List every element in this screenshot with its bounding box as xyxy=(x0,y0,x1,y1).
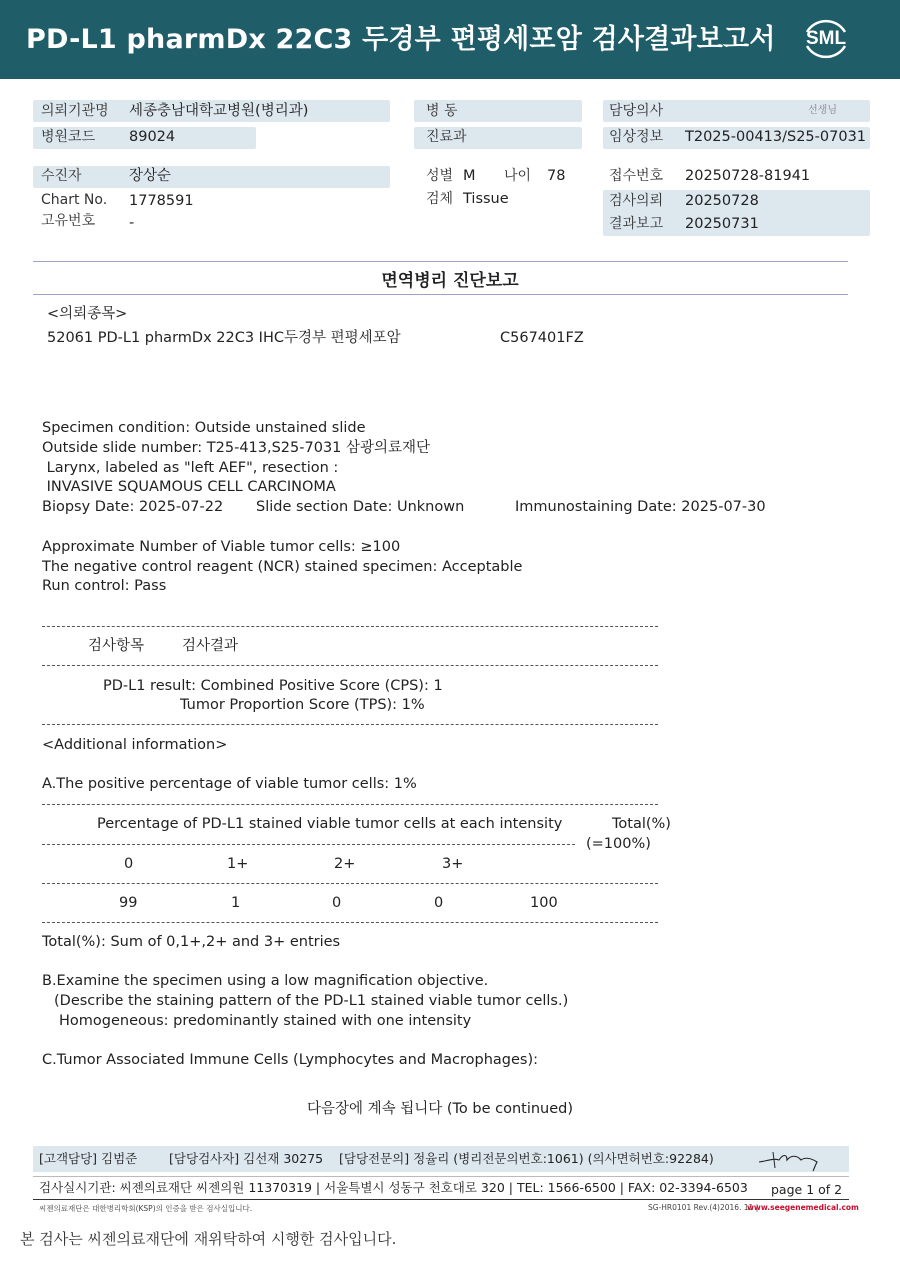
institution-label: 의뢰기관명 xyxy=(41,103,109,119)
clinical-value: T2025-00413/S25-07031 xyxy=(685,129,867,145)
ncr-result: The negative control reagent (NCR) stained specimen: Acceptable xyxy=(42,559,523,575)
order-code: C567401FZ xyxy=(500,330,584,346)
certification-note: 씨젠의료재단은 대한병리학회(KSP)의 인증을 받은 검사실입니다. xyxy=(39,1204,253,1213)
report-header xyxy=(0,0,900,79)
result-label: 결과보고 xyxy=(609,216,664,232)
section-c: C.Tumor Associated Immune Cells (Lymphocytes and Macrophages): xyxy=(42,1052,539,1068)
intensity-value: 99 xyxy=(119,895,138,911)
footer-rule-dark xyxy=(33,1199,849,1200)
col-result: 검사결과 xyxy=(182,638,239,654)
col-item: 검사항목 xyxy=(88,638,145,654)
section-b-result: Homogeneous: predominantly stained with one intensity xyxy=(59,1013,472,1029)
age-label: 나이 xyxy=(504,168,532,184)
website-link[interactable]: www.seegenemedical.com xyxy=(747,1203,859,1212)
reconsignment-note: 본 검사는 씨젠의료재단에 재위탁하여 시행한 검사입니다. xyxy=(20,1230,397,1248)
patient-label: 수진자 xyxy=(41,168,82,184)
age-value: 78 xyxy=(547,168,566,184)
dashed-rule xyxy=(42,883,658,884)
page-number: page 1 of 2 xyxy=(771,1182,843,1197)
hospital-code-value: 89024 xyxy=(129,129,176,145)
request-label: 검사의뢰 xyxy=(609,193,664,209)
chart-value: 1778591 xyxy=(129,193,194,209)
unique-value: - xyxy=(129,215,135,231)
specimen-line: Specimen condition: Outside unstained slide xyxy=(42,420,366,436)
order-heading: <의뢰종목> xyxy=(47,306,128,322)
logo-text: SML xyxy=(805,28,847,49)
dashed-rule xyxy=(42,844,575,845)
intensity-label: 2+ xyxy=(334,856,356,872)
dashed-rule xyxy=(42,922,658,923)
intensity-value: 0 xyxy=(332,895,342,911)
specimen-line: Outside slide number: T25-413,S25-7031 삼광의료재단 xyxy=(42,440,431,456)
intensity-label: 3+ xyxy=(442,856,464,872)
patient-value: 장상순 xyxy=(129,168,172,184)
unique-label: 고유번호 xyxy=(41,213,96,229)
viable-cells: Approximate Number of Viable tumor cells: ≥100 xyxy=(42,539,401,555)
hospital-code-label: 병원코드 xyxy=(41,129,96,145)
total-header: Total(%) xyxy=(612,816,671,832)
stain-date: Immunostaining Date: 2025-07-30 xyxy=(515,499,766,515)
section-a: A.The positive percentage of viable tumor cells: 1% xyxy=(42,776,417,792)
specimen-label: 검체 xyxy=(426,191,454,207)
intensity-label: 1+ xyxy=(227,856,249,872)
dashed-rule xyxy=(42,665,658,666)
result-value: 20250731 xyxy=(685,216,759,232)
footer-rule xyxy=(33,1176,849,1177)
patient-box xyxy=(33,166,390,188)
sex-label: 성별 xyxy=(426,168,454,184)
sex-value: M xyxy=(463,168,476,184)
tps-result: Tumor Proportion Score (TPS): 1% xyxy=(180,697,425,713)
title-rule-bottom xyxy=(33,294,848,295)
institution-value: 세종충남대학교병원(병리과) xyxy=(129,103,309,119)
signature xyxy=(757,1148,819,1172)
dashed-rule xyxy=(42,804,658,805)
biopsy-date: Biopsy Date: 2025-07-22 xyxy=(42,499,224,515)
order-item: 52061 PD-L1 pharmDx 22C3 IHC두경부 편평세포암 xyxy=(47,330,401,346)
chart-label: Chart No. xyxy=(41,192,108,208)
report-header-title: PD-L1 pharmDx 22C3 두경부 편평세포암 검사결과보고서 xyxy=(26,24,776,55)
intensity-total: 100 xyxy=(530,895,558,911)
section-b: B.Examine the specimen using a low magnification objective. xyxy=(42,973,489,989)
staff-info: [고객담당] 김범준 [담당검사자] 김선재 30275 [담당전문의] 정율리 (병리전문의번호:1061) (의사면허번호:92284) xyxy=(39,1151,714,1166)
form-code: SG-HR0101 Rev.(4)2016. 11 | xyxy=(648,1203,759,1212)
lab-info: 검사실시기관: 씨젠의료재단 씨젠의원 11370319 | 서울특별시 성동구 천호대로 320 | TEL: 1566-6500 | FAX: 02-3394-6503 xyxy=(39,1180,748,1195)
run-control: Run control: Pass xyxy=(42,578,167,594)
receipt-value: 20250728-81941 xyxy=(685,168,811,184)
additional-info: <Additional information> xyxy=(42,737,228,753)
section-date: Slide section Date: Unknown xyxy=(256,499,465,515)
intensity-value: 0 xyxy=(434,895,444,911)
title-rule-top xyxy=(33,261,848,262)
specimen-line: Larynx, labeled as "left AEF", resection : xyxy=(42,460,339,476)
section-b-desc: (Describe the staining pattern of the PD-L1 stained viable tumor cells.) xyxy=(54,993,569,1009)
dashed-rule xyxy=(42,724,658,725)
total-note: Total(%): Sum of 0,1+,2+ and 3+ entries xyxy=(42,934,341,950)
report-title: 면역병리 진단보고 xyxy=(381,271,519,291)
intensity-header: Percentage of PD-L1 stained viable tumor cells at each intensity xyxy=(97,816,563,832)
intensity-value: 1 xyxy=(231,895,241,911)
signature-icon xyxy=(757,1148,819,1172)
continued-note: 다음장에 계속 됩니다 (To be continued) xyxy=(306,1101,574,1117)
receipt-label: 접수번호 xyxy=(609,168,664,184)
specimen-value: Tissue xyxy=(463,191,509,207)
specimen-line: INVASIVE SQUAMOUS CELL CARCINOMA xyxy=(42,479,336,495)
total-sub: (=100%) xyxy=(586,836,651,852)
department-label: 진료과 xyxy=(426,129,467,145)
doctor-suffix: 선생님 xyxy=(808,105,837,116)
sml-logo xyxy=(799,12,853,66)
ward-label: 병 동 xyxy=(426,103,458,119)
doctor-label: 담당의사 xyxy=(609,103,664,119)
request-value: 20250728 xyxy=(685,193,759,209)
dashed-rule xyxy=(42,626,658,627)
clinical-label: 임상정보 xyxy=(609,129,664,145)
cps-result: PD-L1 result: Combined Positive Score (CPS): 1 xyxy=(103,678,443,694)
intensity-label: 0 xyxy=(124,856,134,872)
